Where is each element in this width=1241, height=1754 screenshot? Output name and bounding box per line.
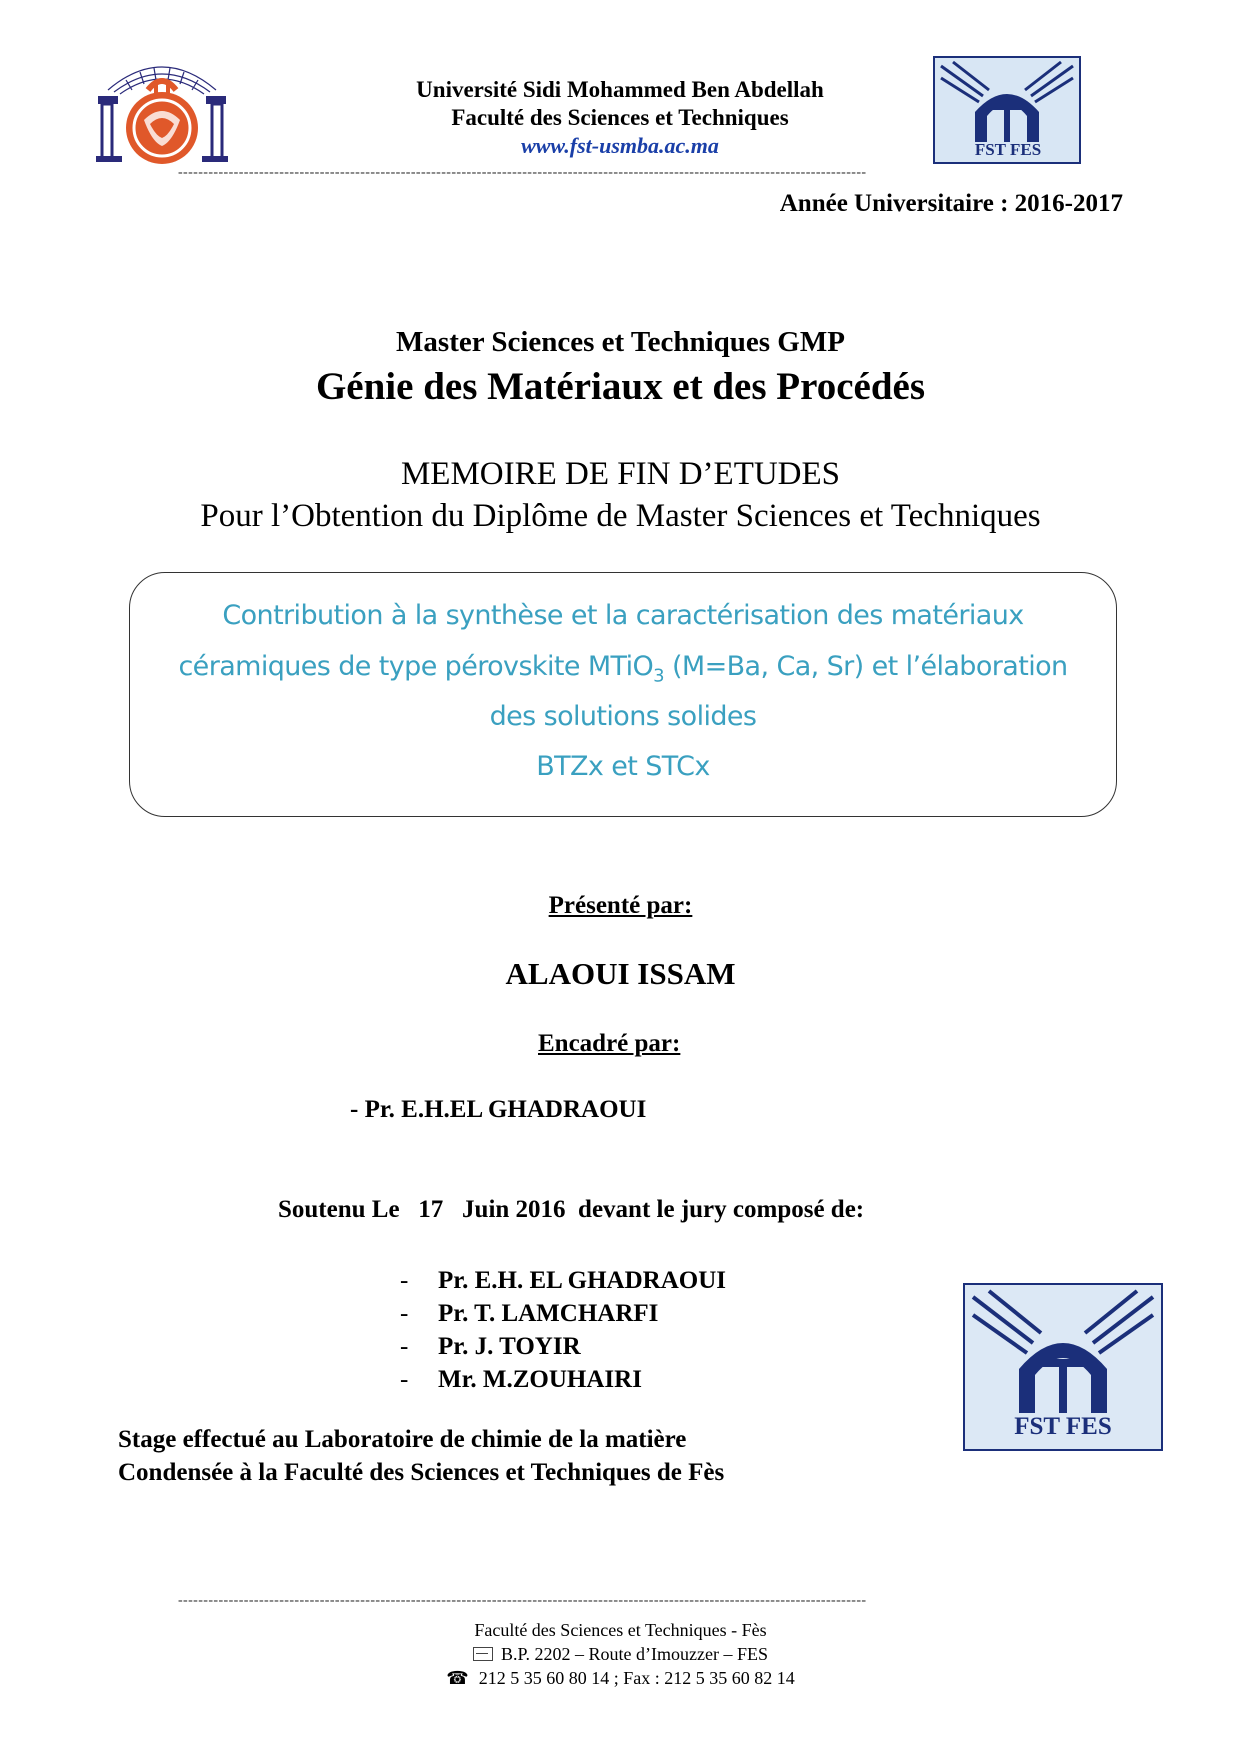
thesis-title-line-3: des solutions solides <box>489 701 757 732</box>
fst-fes-logo-large-text: FST FES <box>1014 1413 1112 1440</box>
footer-faculty: Faculté des Sciences et Techniques - Fès <box>474 1620 767 1640</box>
usmba-logo <box>88 50 236 168</box>
header-separator: ---------------------------------------------------------------------------------------------------------------------------------------- <box>178 165 867 180</box>
thesis-title-line-1: Contribution à la synthèse et la caractérisation des matériaux <box>222 600 1024 631</box>
jury-member: - Mr. M.ZOUHAIRI <box>400 1366 642 1393</box>
presented-label: Présenté par: <box>548 892 693 919</box>
jury-member: - Pr. E.H. EL GHADRAOUI <box>400 1267 727 1294</box>
jury-member: - Pr. J. TOYIR <box>400 1333 581 1360</box>
footer-phone: ☎ 212 5 35 60 80 14 ; Fax : 212 5 35 60 82 14 <box>446 1668 795 1688</box>
jury-member: - Pr. T. LAMCHARFI <box>400 1300 659 1327</box>
internship-line-2: Condensée à la Faculté des Sciences et Techniques de Fès <box>118 1459 725 1486</box>
student-name: ALAOUI ISSAM <box>505 956 736 991</box>
master-program: Master Sciences et Techniques GMP <box>396 326 845 358</box>
university-name: Université Sidi Mohammed Ben Abdellah <box>416 77 824 102</box>
internship-line-1: Stage effectué au Laboratoire de chimie de la matière <box>118 1426 687 1453</box>
website-link[interactable]: www.fst-usmba.ac.ma <box>521 133 719 158</box>
fst-fes-logo-large <box>963 1283 1163 1451</box>
supervised-label: Encadré par: <box>538 1030 681 1057</box>
supervisor-name: - Pr. E.H.EL GHADRAOUI <box>350 1096 647 1123</box>
fst-fes-logo-text: FST FES <box>974 140 1042 159</box>
thesis-title-line-4: BTZx et STCx <box>536 751 710 782</box>
phone-icon: ☎ <box>446 1668 469 1688</box>
fst-fes-logo <box>933 56 1081 164</box>
jury-list <box>400 1264 726 1396</box>
defense-statement: Soutenu Le 17 Juin 2016 devant le jury composé de: <box>278 1196 865 1223</box>
diploma-line: Pour l’Obtention du Diplôme de Master Sciences et Techniques <box>200 498 1041 534</box>
thesis-title-line-2: céramiques de type pérovskite MTiO$_3$ (M=Ba, Ca, Sr) et l’élaboration <box>178 651 1068 687</box>
faculty-name: Faculté des Sciences et Techniques <box>451 105 789 130</box>
memoire-heading: MEMOIRE DE FIN D’ETUDES <box>400 456 841 492</box>
mailbox-icon <box>473 1647 493 1661</box>
specialty-title: Génie des Matériaux et des Procédés <box>315 365 926 408</box>
footer-address: B.P. 2202 – Route d’Imouzzer – FES <box>0 1642 1241 1666</box>
academic-year: Année Universitaire : 2016-2017 <box>779 190 1123 217</box>
footer-separator: ---------------------------------------------------------------------------------------------------------------------------------------- <box>178 1593 867 1608</box>
